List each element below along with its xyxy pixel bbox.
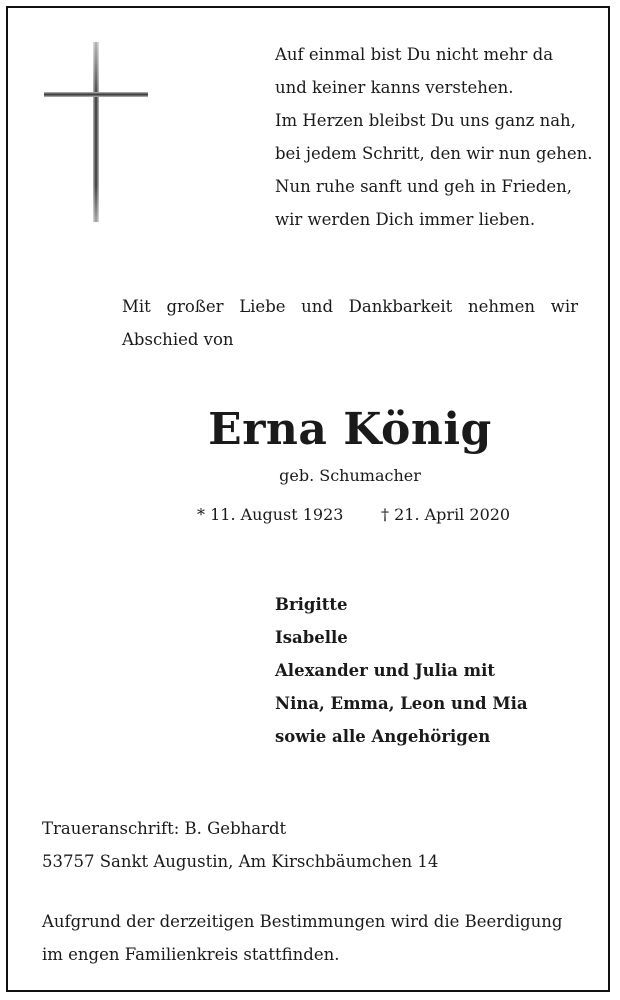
poem-line: und keiner kanns verstehen. (275, 78, 514, 97)
poem-line: Nun ruhe sanft und geh in Frieden, (275, 177, 572, 196)
mourner: Alexander und Julia mit (275, 661, 495, 680)
mourner: sowie alle Angehörigen (275, 727, 491, 746)
death-date: † 21. April 2020 (381, 505, 511, 524)
poem-line: Auf einmal bist Du nicht mehr da (275, 45, 554, 64)
cross-icon (42, 40, 150, 224)
birth-date: * 11. August 1923 (197, 505, 344, 524)
mourning-address (42, 812, 438, 878)
mourner: Isabelle (275, 628, 348, 647)
mourner: Brigitte (275, 595, 348, 614)
intro-text: Mit großer Liebe und Dankbarkeit nehmen wir Abschied von (122, 297, 578, 349)
address-line: 53757 Sankt Augustin, Am Kirschbäumchen 14 (42, 852, 439, 871)
birth-name: geb. Schumacher (279, 466, 421, 485)
poem-line: bei jedem Schritt, den wir nun gehen. (275, 144, 593, 163)
funeral-notice: Aufgrund der derzeitigen Bestimmungen wird die Beerdigung im engen Familienkreis stattfinden. (42, 912, 563, 964)
address-line: Traueranschrift: B. Gebhardt (42, 819, 287, 838)
poem (275, 38, 595, 236)
mourner: Nina, Emma, Leon und Mia (275, 694, 528, 713)
mourners-list (275, 588, 528, 753)
deceased-name: Erna König (208, 404, 492, 455)
poem-line: Im Herzen bleibst Du uns ganz nah, (275, 111, 576, 130)
poem-line: wir werden Dich immer lieben. (275, 210, 536, 229)
